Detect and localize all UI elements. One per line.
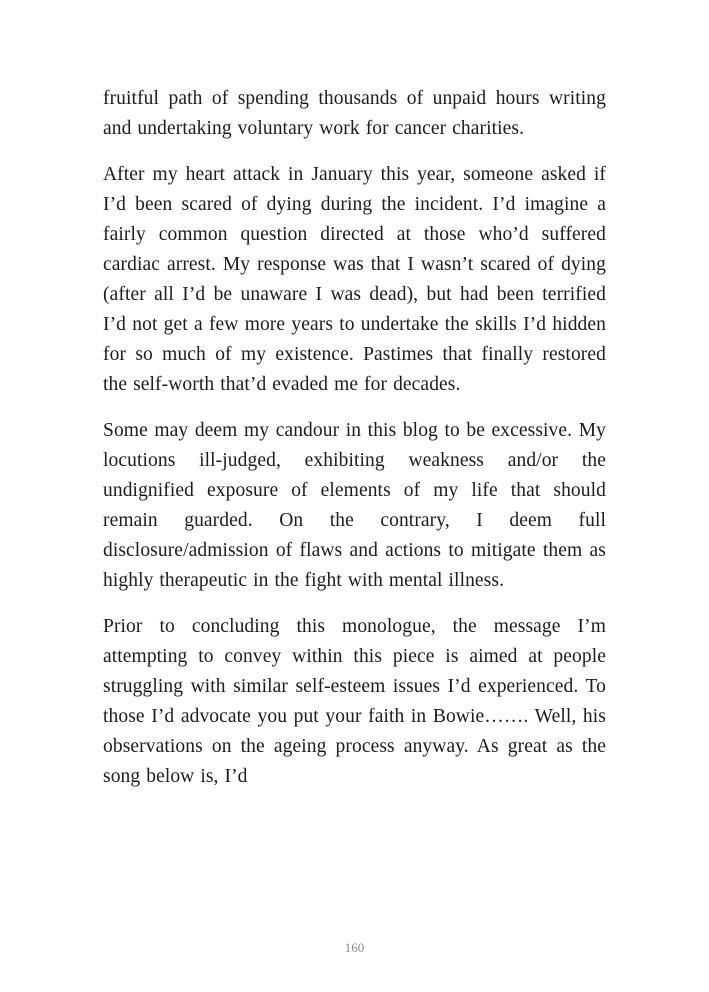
page-number: 160: [344, 940, 365, 955]
text-block: [103, 84, 606, 792]
paragraph-2: After my heart attack in January this year, someone asked if I’d been scared of dying during the incident. I’d imagine a fairly common question directed at those who’d suffered cardiac arrest. My response was that I wasn’t scared of dying (after all I’d be unaware I was dead), but had been terrified I’d not get a few more years to undertake the skills I’d hidden for so much of my existence. Pastimes that finally restored the self-worth that’d evaded me for decades.: [103, 164, 606, 395]
paragraph-4: Prior to concluding this monologue, the message I’m attempting to convey within this piece is aimed at people struggling with similar self-esteem issues I’d experienced. To those I’d advocate you put your faith in Bowie……. Well, his observations on the ageing process anyway. As great as the song below is, I’d: [103, 616, 606, 787]
paragraph-3: Some may deem my candour in this blog to be excessive. My locutions ill-judged, exhibiting weakness and/or the undignified exposure of elements of my life that should remain guarded. On the contrary, I deem full disclosure/admission of flaws and actions to mitigate them as highly therapeutic in the fight with mental illness.: [103, 420, 606, 591]
paragraph-1: fruitful path of spending thousands of unpaid hours writing and undertaking voluntary work for cancer charities.: [103, 88, 606, 139]
